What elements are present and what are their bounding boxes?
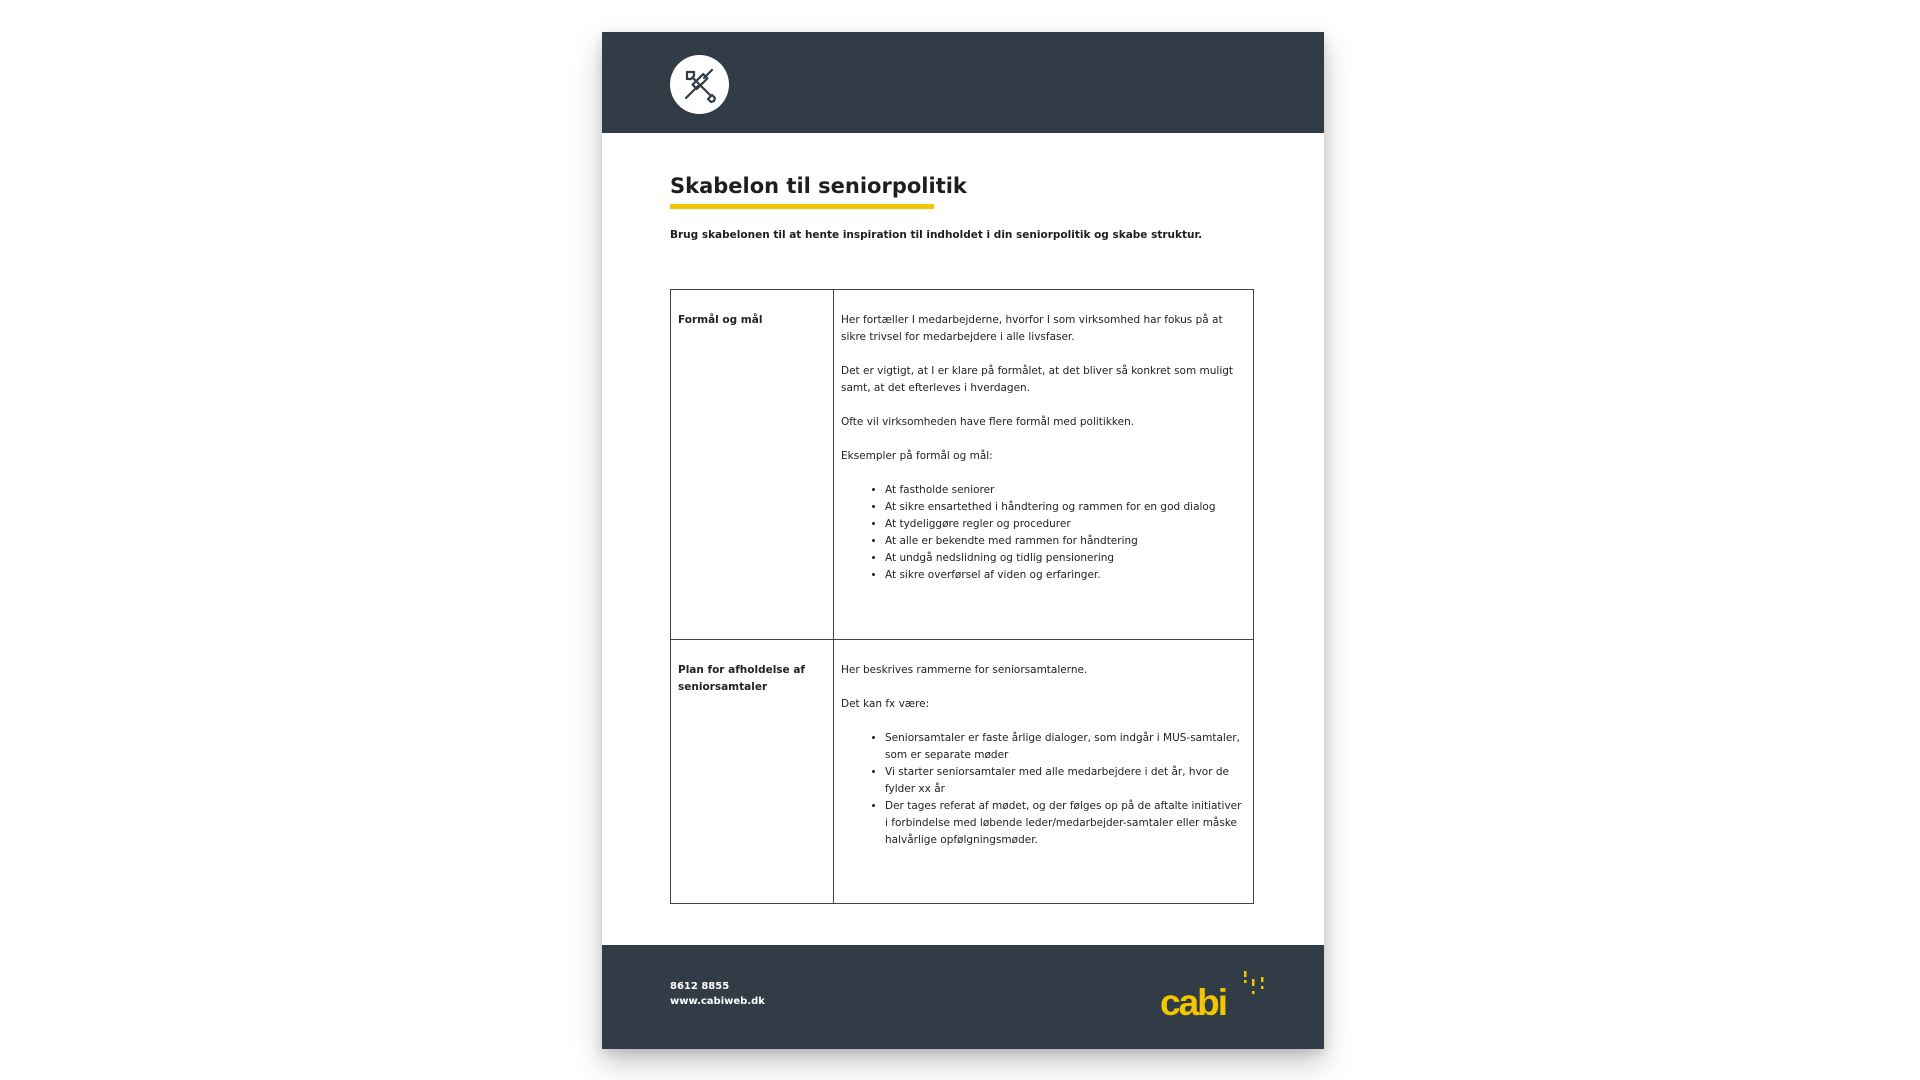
tools-icon [670,55,729,114]
header-band [602,32,1324,133]
list-item: • At sikre overførsel af viden og erfaringer. [885,567,1245,584]
policy-table [670,289,1254,904]
list-item: • Der tages referat af mødet, og der følges op på de aftalte initiativer i forbindelse med løbende leder/medarbejder-samtaler eller måske halvårlige opfølgningsmøder. [885,798,1245,849]
bullet-list [841,730,1245,849]
paragraph: Eksempler på formål og mål: [841,450,993,462]
intro-text: Brug skabelonen til at hente inspiration til indholdet i din seniorpolitik og skabe struktur. [670,229,1203,241]
list-item: • At fastholde seniorer [885,482,1245,499]
row-content [834,640,1254,904]
document-page [602,32,1324,1049]
logo-text: cabi [1160,982,1227,1023]
footer-website: www.cabiweb.dk [670,996,765,1007]
table-row [671,640,1254,904]
footer-phone: 8612 8855 [670,981,730,992]
paragraph: Det kan fx være: [841,698,930,710]
cabi-logo [1160,967,1270,1027]
paragraph: Det er vigtigt, at I er klare på formålet, at det bliver så konkret som muligt samt, at det efterleves i hverdagen. [841,365,1234,394]
row-content [834,290,1254,640]
list-item: • Vi starter seniorsamtaler med alle medarbejdere i det år, hvor de fylder xx år [885,764,1245,798]
list-item: • At tydeliggøre regler og procedurer [885,516,1245,533]
paragraph: Her fortæller I medarbejderne, hvorfor I som virksomhed har fokus på at sikre trivsel for medarbejdere i alle livsfaser. [841,314,1223,343]
paragraph: Her beskrives rammerne for seniorsamtalerne. [841,664,1088,676]
list-item: • At alle er bekendte med rammen for håndtering [885,533,1245,550]
list-item: • Seniorsamtaler er faste årlige dialoger, som indgår i MUS-samtaler, som er separate møder [885,730,1245,764]
table-row [671,290,1254,640]
document-title: Skabelon til seniorpolitik [670,174,967,198]
row-label: Plan for afholdelse af seniorsamtaler [671,640,834,904]
title-underline [670,204,934,209]
logo-dots-icon [1160,967,1270,1027]
footer-band [602,945,1324,1049]
row-label: Formål og mål [671,290,834,640]
paragraph: Ofte vil virksomheden have flere formål med politikken. [841,416,1135,428]
list-item: • At sikre ensartethed i håndtering og rammen for en god dialog [885,499,1245,516]
bullet-list [841,482,1245,584]
list-item: • At undgå nedslidning og tidlig pensionering [885,550,1245,567]
